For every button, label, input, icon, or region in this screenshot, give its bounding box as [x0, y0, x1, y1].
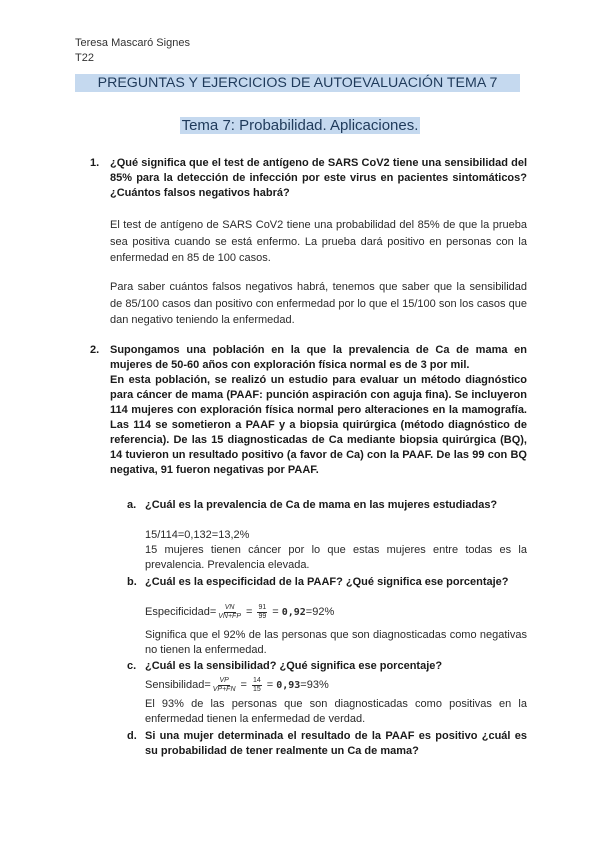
subquestion-text: Si una mujer determinada el resultado de la PAAF es positivo ¿cuál es su probabilidad de tener realmente un Ca de mama? [145, 730, 527, 757]
document-title: PREGUNTAS Y EJERCICIOS DE AUTOEVALUACIÓN TEMA 7 [75, 74, 520, 92]
subquestion-answer: 15 mujeres tienen cáncer por lo que estas mujeres entre todas es la prevalencia. Prevalencia elevada. [145, 544, 527, 571]
subquestion-letter: c. [127, 660, 137, 672]
formula-fraction [213, 677, 236, 694]
question-number: 1. [90, 157, 100, 169]
equals-sign: = [240, 679, 247, 691]
subquestion-letter: b. [127, 576, 137, 588]
subquestion-answer: Significa que el 92% de las personas que son diagnosticadas como negativas no tienen la enfermedad. [145, 629, 527, 656]
group-code: T22 [75, 52, 94, 64]
fraction-numerator: VN [224, 604, 235, 611]
fraction-numerator: 91 [258, 604, 267, 611]
author-name: Teresa Mascaró Signes [75, 37, 190, 49]
question-text: En esta población, se realizó un estudio para evaluar un método diagnóstico para cáncer de mama (PAAF: punción aspiración con aguja fina). Se incluyeron 114 mujeres con exploración física normal pero alteraciones en la mamografía. Las 114 se sometieron a PAAF y a biopsia quirúrgica (método diagnóstico de referencia). De las 15 diagnosticadas de Ca mediante biopsia quirúrgica (BQ), 14 tuvieron un resultado positivo (a favor de Ca) con la PAAF. De las 99 con BQ negativa, 91 fueron negativas por PAAF. [110, 374, 527, 476]
formula-result: 0,92 [281, 607, 306, 618]
formula-percent: =93% [300, 679, 329, 691]
subquestion-letter: d. [127, 730, 137, 742]
fraction-denominator: 15 [252, 686, 261, 693]
value-fraction [257, 604, 267, 621]
fraction-denominator: 99 [258, 613, 267, 620]
question-text: Supongamos una población en la que la prevalencia de Ca de mama en mujeres de 50-60 años con exploración física normal es de 3 por mil. [110, 344, 527, 371]
formula-result: 0,93 [276, 680, 301, 691]
calculation: 15/114=0,132=13,2% [145, 529, 250, 541]
fraction-numerator: 14 [252, 677, 261, 684]
subquestion-letter: a. [127, 499, 137, 511]
sensitivity-formula [145, 677, 329, 694]
subtitle-text: Tema 7: Probabilidad. Aplicaciones. [181, 117, 419, 134]
equals-sign: = [272, 606, 279, 618]
formula-label: Especificidad= [145, 606, 217, 618]
specificity-formula [145, 604, 334, 621]
page-header [75, 36, 190, 66]
equals-sign: = [266, 679, 274, 691]
subquestion-text: ¿Cuál es la sensibilidad? ¿Qué significa ese porcentaje? [145, 660, 443, 672]
question-number: 2. [90, 344, 100, 356]
formula-fraction [218, 604, 241, 621]
subquestion-text: ¿Cuál es la especificidad de la PAAF? ¿Qué significa ese porcentaje? [145, 576, 509, 588]
subquestion-text: ¿Cuál es la prevalencia de Ca de mama en las mujeres estudiadas? [145, 499, 498, 511]
fraction-denominator: VP+FN [212, 686, 236, 693]
formula-percent: =92% [305, 606, 335, 618]
fraction-numerator: VP [219, 677, 229, 684]
formula-label: Sensibilidad= [145, 679, 211, 691]
answer-paragraph: El test de antígeno de SARS CoV2 tiene una probabilidad del 85% de que la prueba sea positiva cuando se está enfermo. La prueba dará positivo en personas con la enfermedad en 85 de 100 casos. [110, 219, 527, 264]
answer-paragraph: Para saber cuántos falsos negativos habrá, tenemos que saber que la sensibilidad de 85/100 casos dan positivo con enfermedad por lo que el 15/100 son los casos que dan negativo teniendo la enfermedad. [110, 281, 527, 326]
document-subtitle [0, 116, 600, 136]
value-fraction [252, 677, 262, 694]
fraction-denominator: VN+FP [218, 613, 242, 620]
question-text: ¿Qué significa que el test de antígeno de SARS CoV2 tiene una sensibilidad del 85% para la detección de infección por este virus en pacientes sintomáticos? ¿Cuántos falsos negativos habrá? [110, 157, 527, 199]
equals-sign: = [246, 606, 253, 618]
subquestion-answer: El 93% de las personas que son diagnosticadas como positivas en la enfermedad tienen la enfermedad de verdad. [145, 698, 527, 725]
